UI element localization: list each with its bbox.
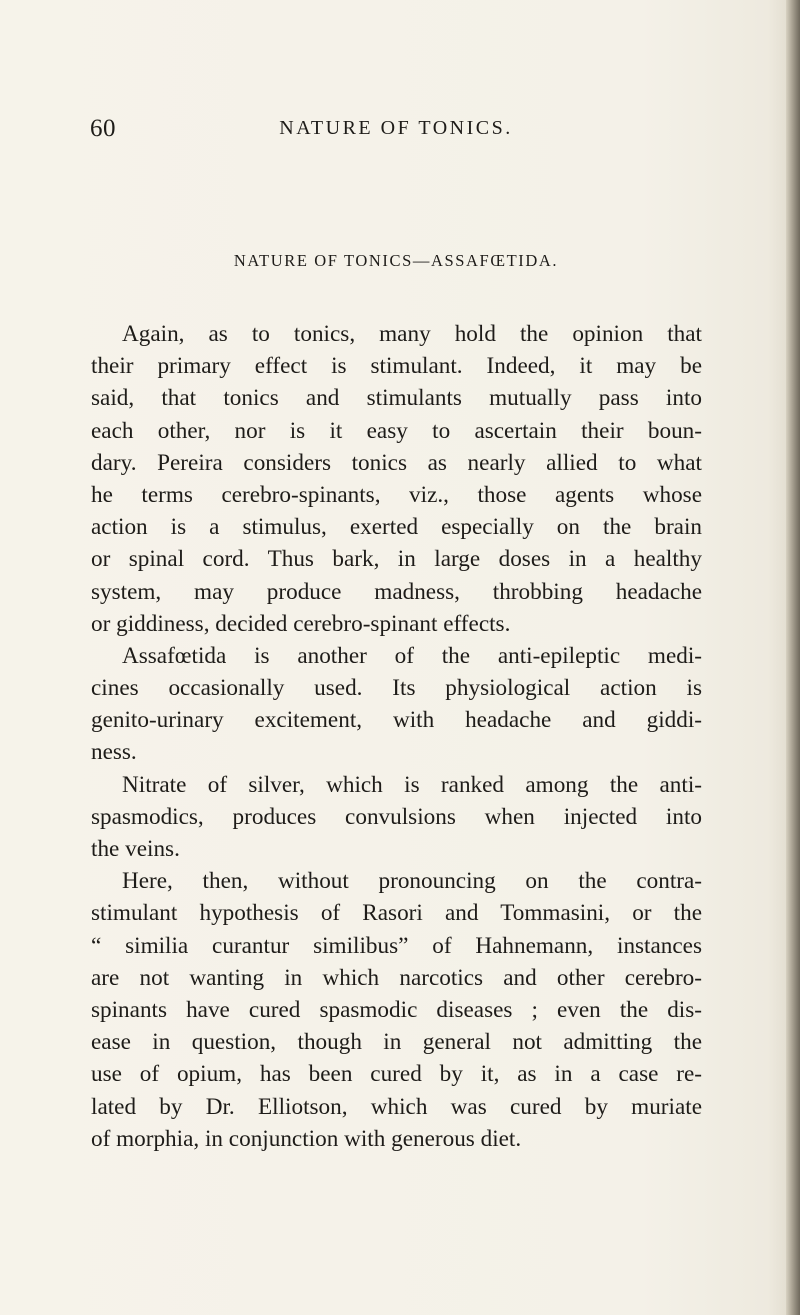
paragraph — [91, 865, 702, 1155]
page-header — [90, 115, 702, 155]
text-line: ness. — [91, 739, 137, 766]
text-line: Here, then, without pronouncing on the contra- — [122, 868, 702, 895]
text-line: the veins. — [91, 836, 180, 862]
text-line: or spinal cord. Thus bark, in large doses in a healthy — [91, 546, 702, 573]
text-line: cines occasionally used. Its physiological action is — [91, 675, 702, 702]
text-line: each other, nor is it easy to ascertain their boun- — [91, 417, 702, 444]
text-line: Again, as to tonics, many hold the opinion that — [122, 321, 702, 347]
text-line: stimulant hypothesis of Rasori and Tommasini, or the — [91, 900, 702, 927]
text-line: spasmodics, produces convulsions when injected into — [91, 803, 702, 830]
section-title: NATURE OF TONICS—ASSAFŒTIDA. — [233, 251, 559, 270]
paragraph — [91, 769, 702, 866]
text-line: said, that tonics and stimulants mutually pass into — [91, 385, 702, 412]
text-line: spinants have cured spasmodic diseases ; even the dis- — [91, 996, 702, 1023]
text-line: system, may produce madness, throbbing headache — [91, 578, 702, 605]
text-line: Assafœtida is another of the anti-epileptic medi- — [122, 642, 702, 669]
text-line: ease in question, though in general not admitting the — [91, 1029, 702, 1056]
text-line: or giddiness, decided cerebro-spinant effects. — [91, 610, 511, 637]
text-line: their primary effect is stimulant. Indeed, it may be — [91, 353, 702, 380]
text-line: dary. Pereira considers tonics as nearly allied to what — [91, 449, 702, 476]
running-head: NATURE OF TONICS. — [279, 117, 513, 139]
text-line: use of opium, has been cured by it, as in a case re- — [91, 1061, 702, 1088]
text-line: “ similia curantur similibus” of Hahnemann, instances — [91, 932, 702, 959]
text-line: lated by Dr. Elliotson, which was cured by muriate — [91, 1093, 702, 1120]
text-line: he terms cerebro-spinants, viz., those agents whose — [91, 481, 702, 508]
paragraph — [91, 640, 702, 769]
page-edge-shadow — [786, 0, 800, 1315]
text-line: action is a stimulus, exerted especially on the brain — [91, 514, 702, 541]
text-line: genito-urinary excitement, with headache and giddi- — [91, 707, 702, 734]
body-text — [91, 318, 702, 1155]
text-line: of morphia, in conjunction with generous diet. — [91, 1125, 522, 1152]
text-line: are not wanting in which narcotics and other cerebro- — [91, 964, 702, 991]
paragraph — [91, 318, 702, 640]
page-number: 60 — [90, 115, 116, 142]
text-line: Nitrate of silver, which is ranked among the anti- — [122, 771, 702, 798]
